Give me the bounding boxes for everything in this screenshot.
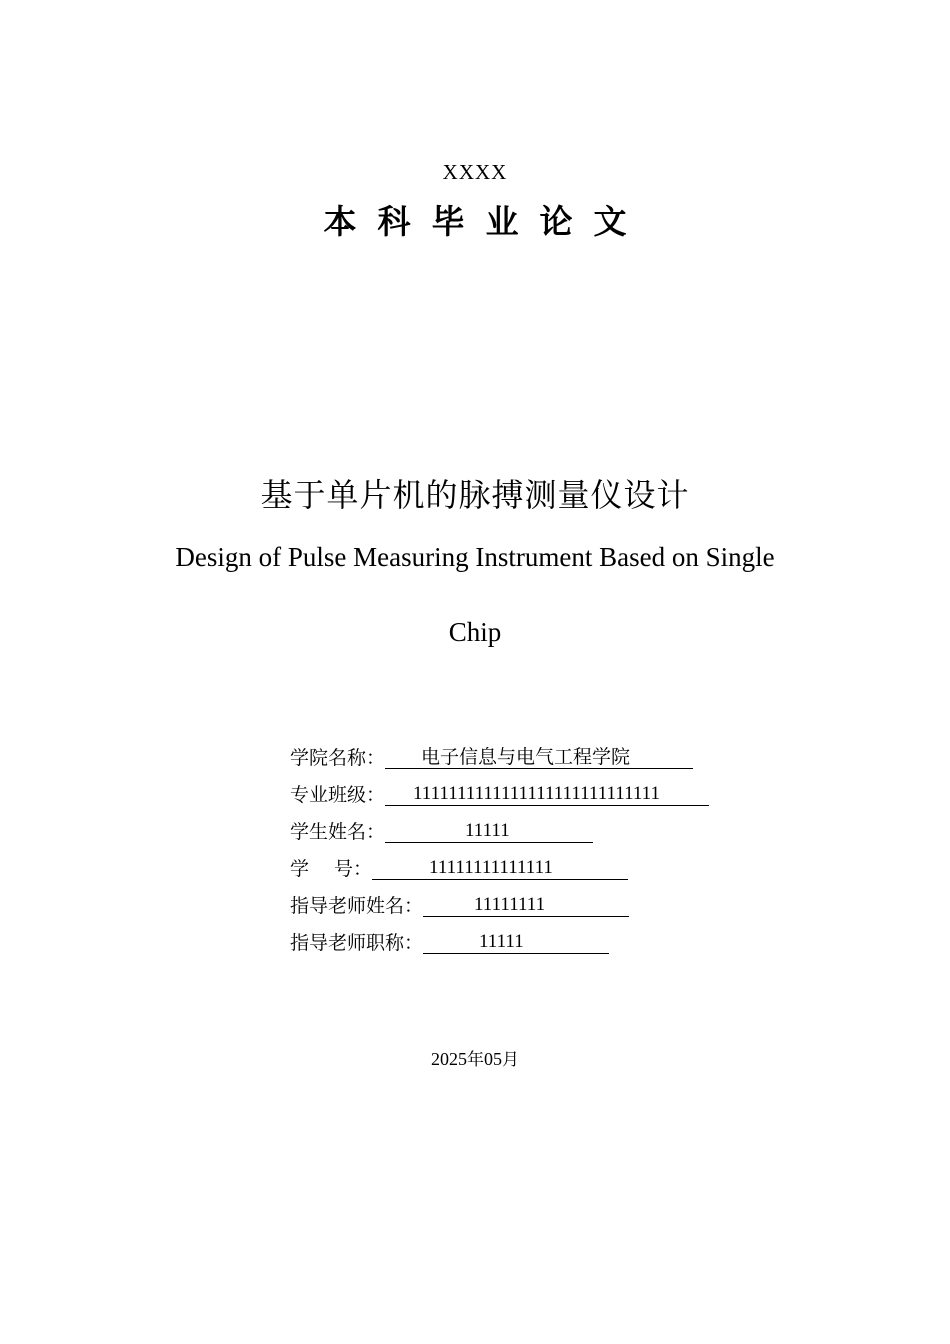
student-name-label: 学生姓名：	[290, 821, 386, 843]
major-label: 专业班级：	[290, 784, 386, 806]
info-row-advisor	[290, 891, 629, 921]
advisor-title-value: 11111	[423, 928, 609, 954]
advisor-name-label: 指导老师姓名：	[290, 895, 424, 917]
major-value: 1111111111111111111111111111	[385, 780, 709, 806]
thesis-type-heading: 本科毕业论文	[323, 202, 648, 241]
date-year-unit: 年	[467, 1050, 484, 1070]
advisor-name-value: 11111111	[423, 891, 629, 917]
student-id-value: 11111111111111	[372, 854, 628, 880]
date-month: 05	[484, 1049, 502, 1069]
thesis-title-english-line2: Chip	[448, 617, 502, 647]
info-row-college	[290, 743, 693, 773]
info-row-student-id	[290, 854, 628, 884]
student-name-value: 11111	[385, 817, 593, 843]
info-row-advisor-title	[290, 928, 609, 958]
thesis-title-english-line1: Design of Pulse Measuring Instrument Based on Single	[175, 542, 775, 572]
thesis-title-chinese: 基于单片机的脉搏测量仪设计	[260, 476, 690, 514]
college-value: 电子信息与电气工程学院	[385, 743, 693, 769]
date-year: 2025	[431, 1049, 467, 1069]
college-label: 学院名称：	[290, 747, 386, 769]
info-row-student	[290, 817, 593, 847]
date-month-unit: 月	[502, 1050, 519, 1070]
submission-date	[0, 1045, 950, 1070]
student-id-label: 学 号：	[290, 858, 373, 880]
university-name: XXXX	[442, 160, 508, 184]
info-row-major	[290, 780, 709, 810]
advisor-title-label: 指导老师职称：	[290, 932, 424, 954]
